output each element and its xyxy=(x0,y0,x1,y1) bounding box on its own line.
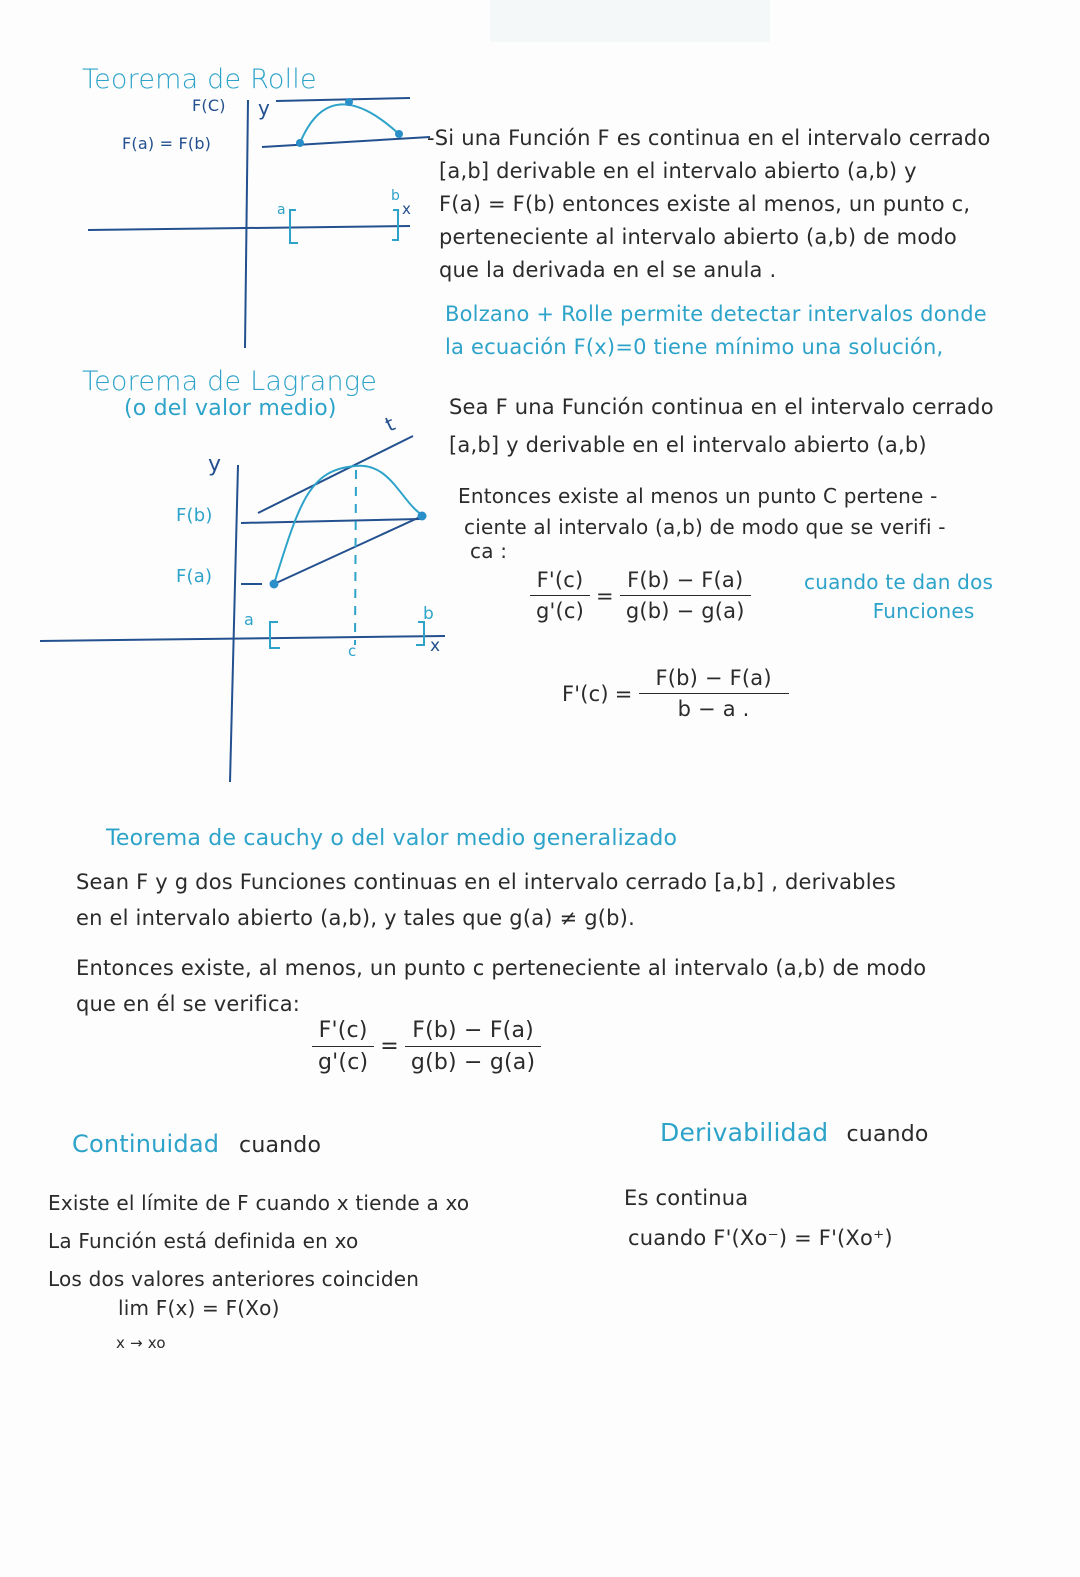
conclusion-line: Entonces existe al menos un punto C pertene - xyxy=(458,484,938,508)
continuidad-conditions xyxy=(48,1184,469,1298)
rolle-label-x: x xyxy=(402,200,412,218)
mvt-numerator: F(b) − F(a) xyxy=(655,666,772,690)
conclusion-line: ciente al intervalo (a,b) de modo que se verifi - xyxy=(464,515,946,539)
cauchy-line: Entonces existe, al menos, un punto c perteneciente al intervalo (a,b) de modo xyxy=(76,956,927,980)
lagrange-conclusion xyxy=(458,481,946,563)
lagrange-label-b: b xyxy=(423,604,434,624)
rolle-statement-line: -Si una Función F es continua en el intervalo cerrado xyxy=(427,126,991,150)
rolle-label-fc: F(C) xyxy=(192,96,226,115)
formula-rhs-denominator: g(b) − g(a) xyxy=(620,595,751,623)
cauchy-statement xyxy=(76,864,926,1022)
rolle-label-y: y xyxy=(258,96,271,120)
cauchy-lhs-numerator: F'(c) xyxy=(318,1018,368,1043)
cauchy-line: que en él se verifica: xyxy=(76,992,301,1016)
two-functions-note xyxy=(804,568,993,626)
cauchy-lhs-denominator: g'(c) xyxy=(312,1046,374,1075)
cauchy-line: en el intervalo abierto (a,b), y tales que g(a) ≠ g(b). xyxy=(76,906,635,930)
cauchy-rhs-numerator: F(b) − F(a) xyxy=(412,1018,534,1043)
lagrange-title: Teorema de Lagrange xyxy=(82,366,378,397)
mean-value-formula xyxy=(562,666,789,721)
hypothesis-line: [a,b] y derivable en el intervalo abierto (a,b) xyxy=(449,433,927,457)
derivabilidad-line-1: Es continua xyxy=(624,1186,749,1210)
bleed-through-smudge xyxy=(490,0,770,42)
rolle-label-a: a xyxy=(277,202,286,218)
cauchy-equals: = xyxy=(380,1034,399,1059)
derivabilidad-line-2: cuando F'(Xo⁻) = F'(Xo⁺) xyxy=(628,1226,893,1250)
continuidad-suffix: cuando xyxy=(239,1133,322,1158)
rolle-statement-line: que la derivada en el se anula . xyxy=(439,258,777,282)
cauchy-rhs-denominator: g(b) − g(a) xyxy=(405,1046,541,1075)
derivabilidad-title: Derivabilidad xyxy=(660,1118,829,1147)
bolzano-rolle-note xyxy=(445,298,987,364)
lagrange-label-fa: F(a) xyxy=(176,566,213,587)
derivabilidad-heading xyxy=(660,1118,929,1147)
lagrange-subtitle: (o del valor medio) xyxy=(124,396,337,421)
rolle-statement-line: [a,b] derivable en el intervalo abierto (a,b) y xyxy=(439,159,917,183)
side-note-line: cuando te dan dos xyxy=(804,570,994,594)
continuidad-item: Los dos valores anteriores coinciden xyxy=(48,1267,420,1291)
rolle-statement-line: F(a) = F(b) entonces existe al menos, un punto c, xyxy=(439,192,971,216)
continuidad-item: La Función está definida en xo xyxy=(48,1229,359,1253)
lagrange-label-y: y xyxy=(208,452,222,477)
conclusion-line: ca : xyxy=(470,539,508,563)
continuidad-title: Continuidad xyxy=(72,1130,220,1158)
rolle-statement xyxy=(427,122,991,287)
hypothesis-line: Sea F una Función continua en el intervalo cerrado xyxy=(449,395,994,419)
lagrange-label-fb: F(b) xyxy=(176,505,213,526)
continuidad-heading xyxy=(72,1130,321,1158)
rolle-label-fa-fb: F(a) = F(b) xyxy=(122,134,212,153)
note-line: la ecuación F(x)=0 tiene mínimo una solución, xyxy=(445,335,944,359)
cauchy-line: Sean F y g dos Funciones continuas en el intervalo cerrado [a,b] , derivables xyxy=(76,870,896,894)
lagrange-label-c: c xyxy=(348,642,357,660)
mvt-denominator: b − a . xyxy=(639,693,789,721)
mvt-equals: = xyxy=(614,681,633,706)
formula-lhs-denominator: g'(c) xyxy=(530,595,590,623)
rolle-label-b: b xyxy=(391,188,401,204)
formula-lhs-numerator: F'(c) xyxy=(536,568,584,592)
continuidad-limit-subscript: x → xo xyxy=(116,1334,166,1352)
lagrange-graph xyxy=(0,0,440,420)
rolle-title: Teorema de Rolle xyxy=(82,64,317,95)
note-line: Bolzano + Rolle permite detectar intervalos donde xyxy=(445,302,987,326)
lagrange-label-x: x xyxy=(430,636,441,656)
formula-equals: = xyxy=(596,583,614,608)
cauchy-formula xyxy=(312,1018,541,1075)
lagrange-cauchy-formula xyxy=(530,568,751,623)
lagrange-hypothesis xyxy=(449,388,994,464)
derivabilidad-suffix: cuando xyxy=(846,1122,929,1147)
mvt-lhs: F'(c) xyxy=(562,681,609,706)
lagrange-label-a: a xyxy=(244,610,255,629)
lagrange-label-t: t xyxy=(381,411,399,437)
rolle-statement-line: perteneciente al intervalo abierto (a,b) de modo xyxy=(439,225,957,249)
cauchy-title: Teorema de cauchy o del valor medio generalizado xyxy=(106,826,678,851)
continuidad-limit: lim F(x) = F(Xo) xyxy=(118,1296,280,1320)
formula-rhs-numerator: F(b) − F(a) xyxy=(627,568,744,592)
side-note-line: Funciones xyxy=(872,599,975,623)
continuidad-item: Existe el límite de F cuando x tiende a xo xyxy=(48,1191,470,1215)
